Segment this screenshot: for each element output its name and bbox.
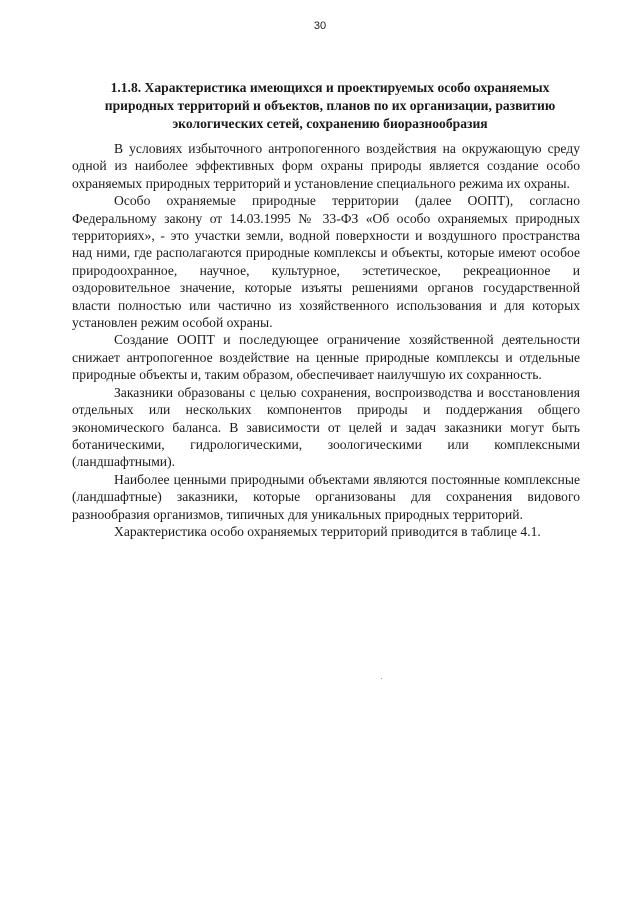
page-number: 30 — [313, 20, 327, 32]
section-heading: 1.1.8. Характеристика имеющихся и проектируемых особо охраняемых природных территорий и объектов, планов по их организации, развитию экологических сетей, сохранению биоразнообразия — [104, 80, 556, 131]
paragraph-4: Заказники образованы с целью сохранения, воспроизводства и восстановления отдельных или нескольких компонентов природы и поддержания общего экономического баланса. В зависимости от целей и задач заказники могут быть ботаническими, гидрологическими, зоологическими или комплексными (ландшафтными). — [72, 384, 580, 470]
paragraph-2: Особо охраняемые природные территории (далее ООПТ), согласно Федеральному закону от 14.03.1995 № 33-ФЗ «Об особо охраняемых природных территориях», - это участки земли, водной поверхности и воздушного пространства над ними, где располагаются природные комплексы и объекты, которые имеют особое природоохранное, научное, культурное, эстетическое, рекреационное и оздоровительное значение, которые изъяты решениями органов государственной власти полностью или частично из хозяйственного использования и для которых установлен режим особой охраны. — [72, 193, 580, 331]
scan-speck — [381, 678, 382, 679]
body-text — [72, 140, 580, 540]
paragraph-3: Создание ООПТ и последующее ограничение хозяйственной деятельности снижает антропогенное воздействие на ценные природные комплексы и отдельные природные объекты и, таким образом, обеспечивает наилучшую их сохранность. — [72, 332, 580, 383]
paragraph-1: В условиях избыточного антропогенного воздействия на окружающую среду одной из наиболее эффективных форм охраны природы является создание особо охраняемых природных территорий и установление специального режима их охраны. — [72, 141, 580, 191]
paragraph-5: Наиболее ценными природными объектами являются постоянные комплексные (ландшафтные) заказники, которые организованы для сохранения видового разнообразия организмов, типичных для уникальных природных территорий. — [72, 471, 580, 522]
paragraph-6: Характеристика особо охраняемых территорий приводится в таблице 4.1. — [114, 523, 541, 539]
